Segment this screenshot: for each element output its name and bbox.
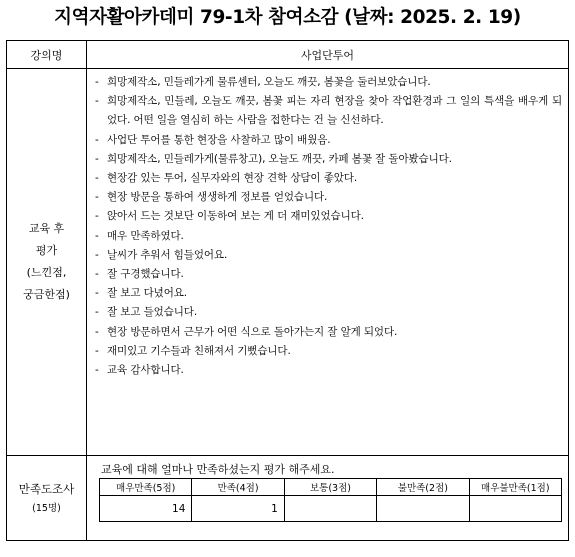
satisfaction-content	[87, 456, 569, 541]
rating-header: 매우만족(5점)	[100, 479, 192, 496]
rating-value-row	[100, 496, 562, 522]
evaluation-label-line: (느낀점,	[26, 266, 67, 279]
rating-header-row	[100, 479, 562, 496]
rating-value	[284, 496, 376, 522]
header-lecture-name: 강의명	[7, 41, 87, 69]
satisfaction-label: 만족도조사	[18, 482, 75, 496]
feedback-item: - 잘 보고 들었습니다.	[95, 303, 562, 322]
rating-table	[99, 478, 562, 522]
feedback-item: - 앉아서 드는 것보단 이동하여 보는 게 더 재미있었습니다.	[95, 207, 562, 226]
satisfaction-row	[7, 456, 569, 541]
evaluation-label-line: 궁금한점)	[23, 288, 70, 301]
evaluation-row	[7, 69, 569, 456]
evaluation-label	[7, 69, 87, 456]
feedback-item: - 희망제작소, 민들레가게(물류창고), 오늘도 깨끗, 카페 봄꽃 잘 돌아봤습니다.	[95, 150, 562, 169]
feedback-item: - 매우 만족하였다.	[95, 227, 562, 246]
feedback-item: - 희망제작소, 민들레, 오늘도 깨끗, 봄꽃 피는 자리 현장을 찾아 작업환경과 그 일의 특색을 배우게 되었다. 어떤 일을 열심히 하는 사람을 접한다는 건 늘 신선하다.	[95, 92, 562, 130]
page-title: 지역자활아카데미 79-1차 참여소감 (날짜: 2025. 2. 19)	[54, 7, 521, 28]
feedback-item: - 현장 방문을 통하여 생생하게 정보를 얻었습니다.	[95, 188, 562, 207]
rating-value: 14	[100, 496, 192, 522]
feedback-item: - 재미있고 기수들과 친해져서 기뻤습니다.	[95, 342, 562, 361]
feedback-list	[87, 69, 568, 380]
header-row	[7, 41, 569, 69]
feedback-item: - 날씨가 추워서 힘들었어요.	[95, 246, 562, 265]
feedback-item: - 사업단 투어를 통한 현장을 사찰하고 많이 배웠음.	[95, 131, 562, 150]
satisfaction-question: 교육에 대해 얼마나 만족하셨는지 평가 해주세요.	[101, 463, 335, 476]
evaluation-content	[87, 69, 569, 456]
feedback-item: - 현장 방문하면서 근무가 어떤 식으로 돌아가는지 잘 알게 되었다.	[95, 323, 562, 342]
survey-table	[6, 40, 569, 541]
feedback-item: - 잘 구경했습니다.	[95, 265, 562, 284]
evaluation-label-line: 교육 후	[28, 222, 65, 235]
feedback-item: - 현장감 있는 투어, 실무자와의 현장 견학 상담이 좋았다.	[95, 169, 562, 188]
feedback-item: - 교육 감사합니다.	[95, 361, 562, 380]
header-lecture-value: 사업단투어	[87, 41, 569, 69]
rating-header: 보통(3점)	[284, 479, 376, 496]
evaluation-label-line: 평가	[35, 244, 58, 257]
rating-value: 1	[192, 496, 284, 522]
rating-value	[377, 496, 469, 522]
respondent-count: (15명)	[32, 503, 61, 514]
feedback-item: - 희망제작소, 민들레가게 물류센터, 오늘도 깨끗, 봄꽃을 둘러보았습니다.	[95, 73, 562, 92]
rating-value	[469, 496, 561, 522]
rating-header: 만족(4점)	[192, 479, 284, 496]
satisfaction-label-cell	[7, 456, 87, 541]
rating-header: 매우불만족(1점)	[469, 479, 561, 496]
feedback-item: - 잘 보고 다녔어요.	[95, 284, 562, 303]
rating-header: 불만족(2점)	[377, 479, 469, 496]
